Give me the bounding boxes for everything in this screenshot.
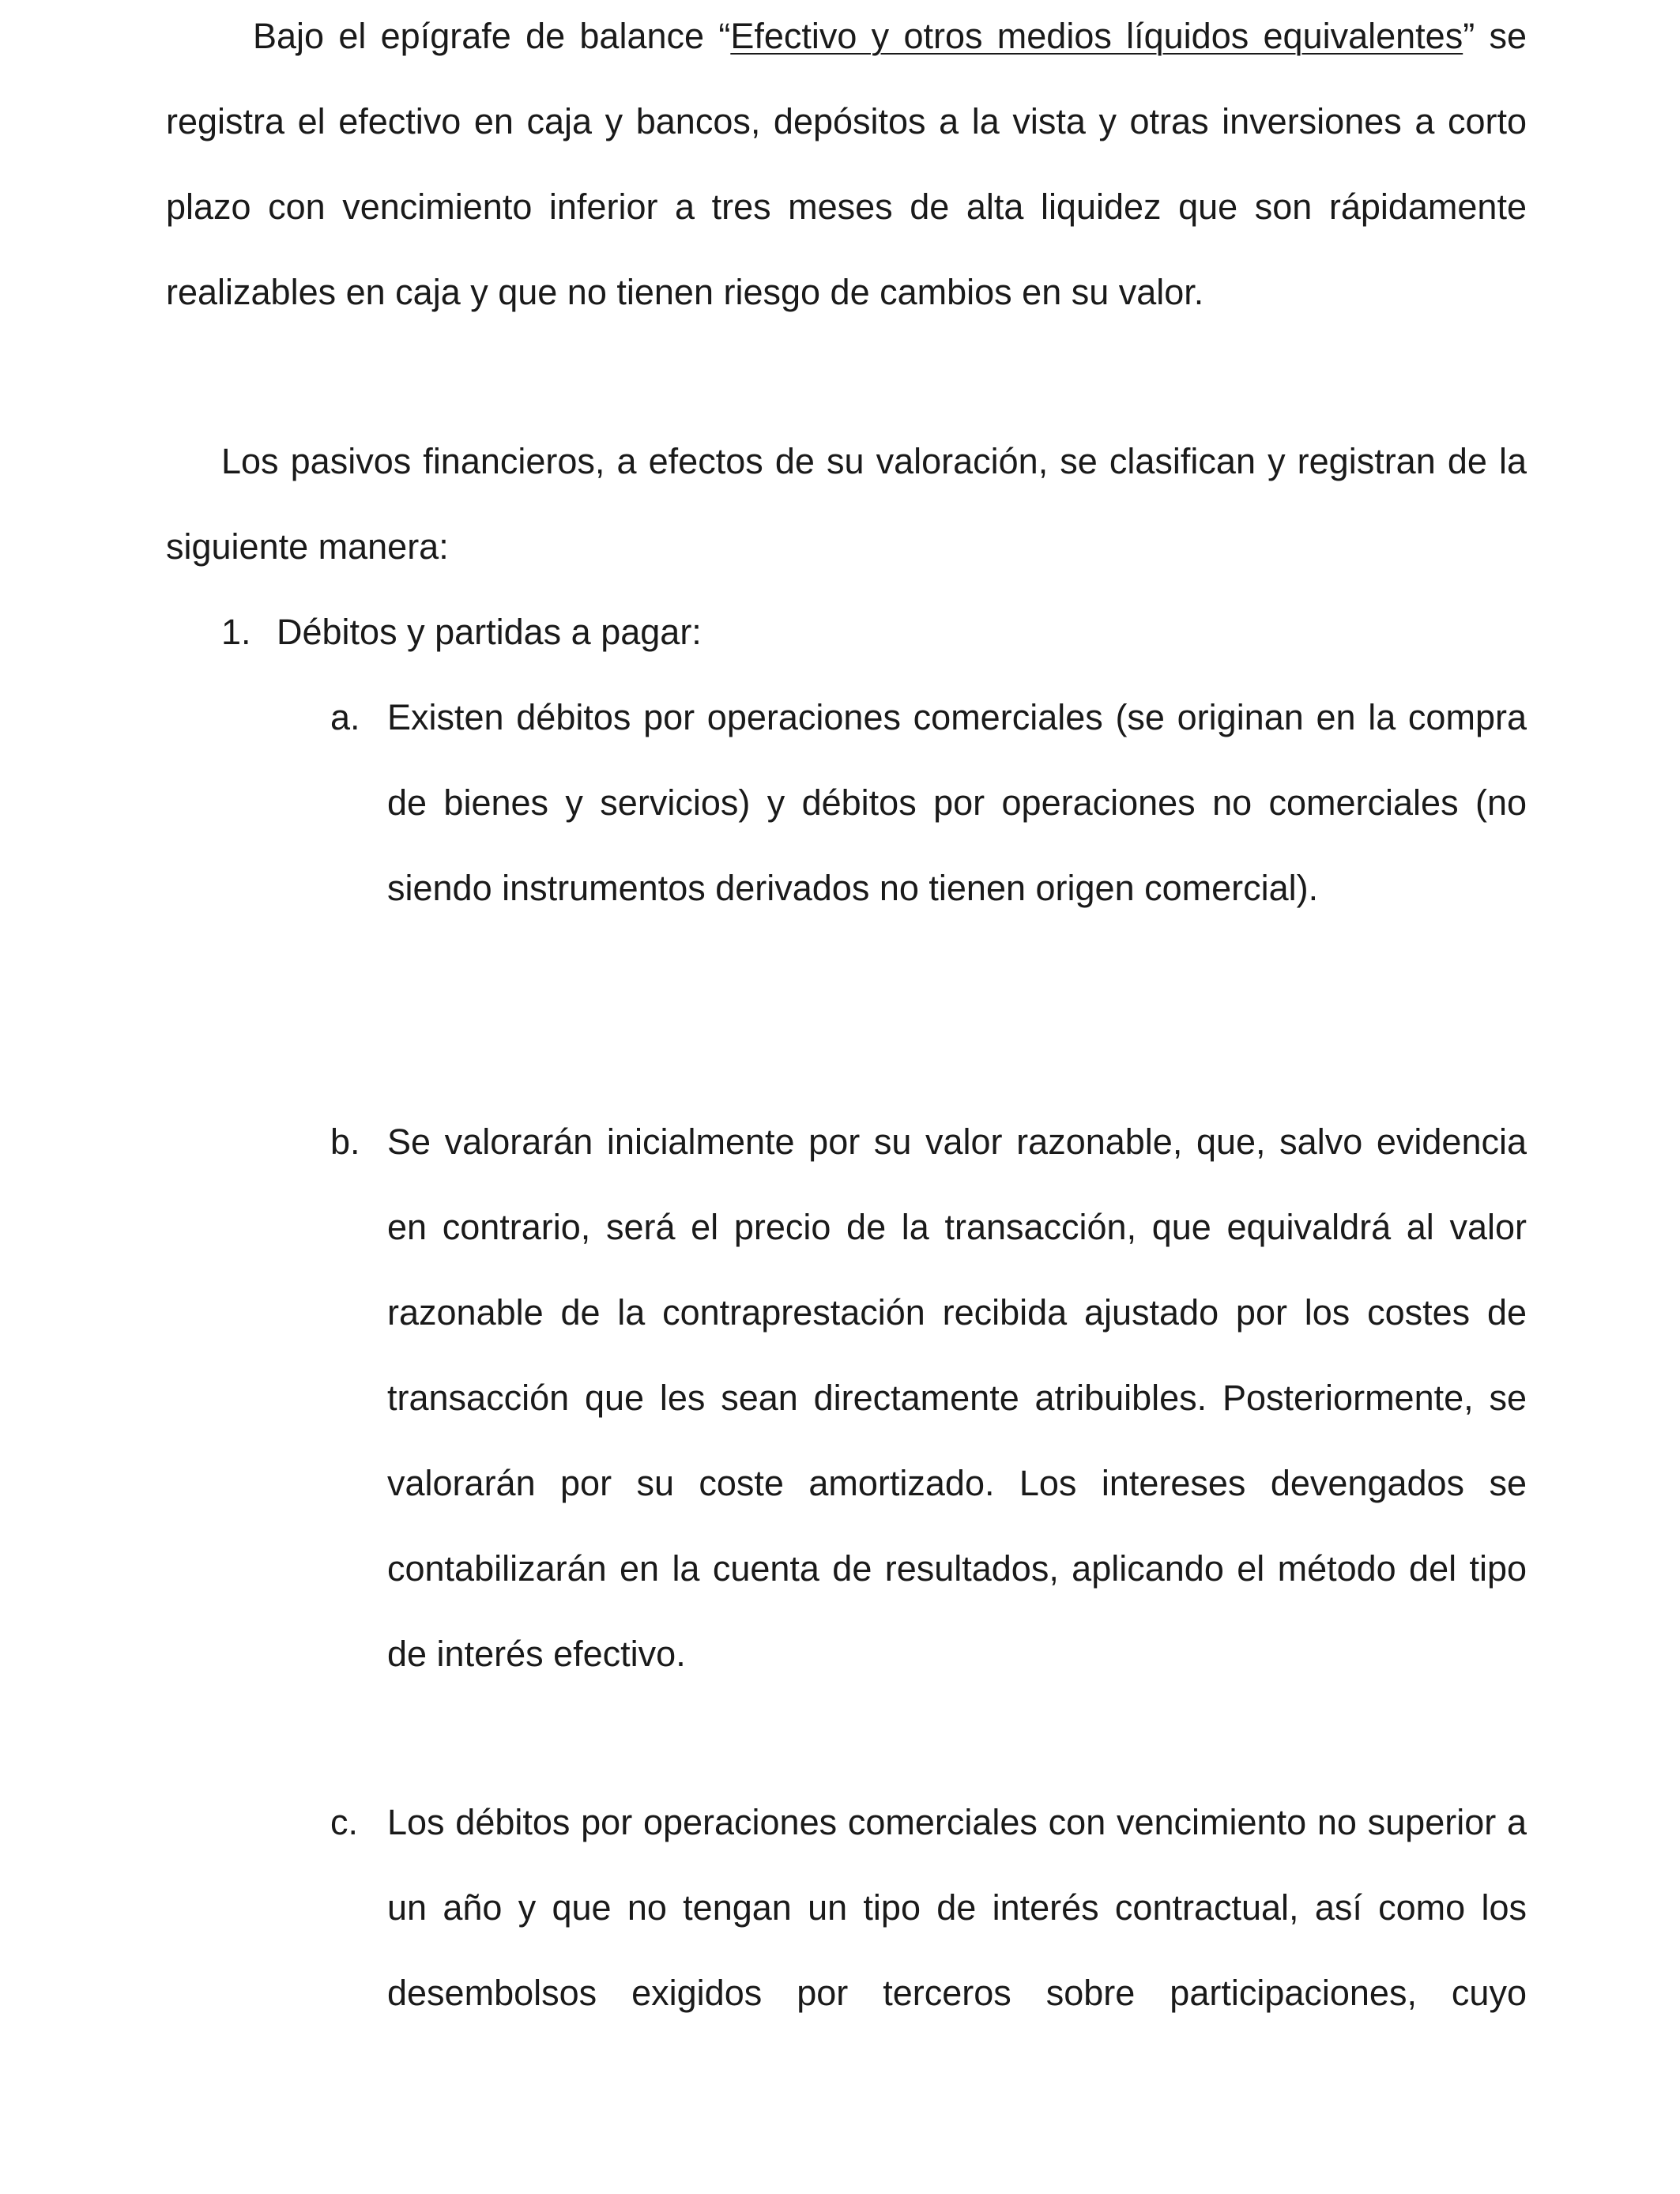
sub-item-b xyxy=(330,1099,1527,1697)
sub-item-a-text: Existen débitos por operaciones comerciales (se originan en la compra de bienes y servicios) y débitos por operaciones no comerciales (no siendo instrumentos derivados no tienen origen comercial). xyxy=(387,697,1527,908)
list-marker-1: 1. xyxy=(221,612,251,652)
sub-item-c-text: Los débitos por operaciones comerciales con vencimiento no superior a un año y que no tengan un tipo de interés contractual, así como los desembolsos exigidos por terceros sobre participaciones, cuyo xyxy=(387,1802,1527,2013)
sub-item-c xyxy=(330,1780,1527,2036)
paragraph-1-body: ” se registra el efectivo en caja y bancos, depósitos a la vista y otras inversiones a corto plazo con vencimiento inferior a tres meses de alta liquidez que son rápidamente realizables en caja y que no tienen riesgo de cambios en su valor. xyxy=(166,16,1527,312)
list-item-1-text: Débitos y partidas a pagar: xyxy=(277,612,702,652)
sub-marker-a: a. xyxy=(330,697,360,737)
paragraph-cash-equivalents xyxy=(166,0,1527,335)
sub-marker-c: c. xyxy=(330,1802,359,1842)
sub-item-b-text: Se valorarán inicialmente por su valor razonable, que, salvo evidencia en contrario, será el precio de la transacción, que equivaldrá al valor razonable de la contraprestación recibida ajustado por los costes de transacción que les sean directamente atribuibles. Posteriormente, se valorarán por su coste amortizado. Los intereses devengados se contabilizarán en la cuenta de resultados, aplicando el método del tipo de interés efectivo. xyxy=(387,1122,1527,1674)
sub-item-a xyxy=(330,675,1527,931)
sub-marker-b: b. xyxy=(330,1122,360,1162)
paragraph-1-lead: Bajo el epígrafe de balance “ xyxy=(253,16,731,56)
underlined-heading-term: Efectivo y otros medios líquidos equivalentes xyxy=(730,16,1463,56)
paragraph-financial-liabilities: Los pasivos financieros, a efectos de su valoración, se clasifican y registran de la siguiente manera: xyxy=(166,441,1527,567)
